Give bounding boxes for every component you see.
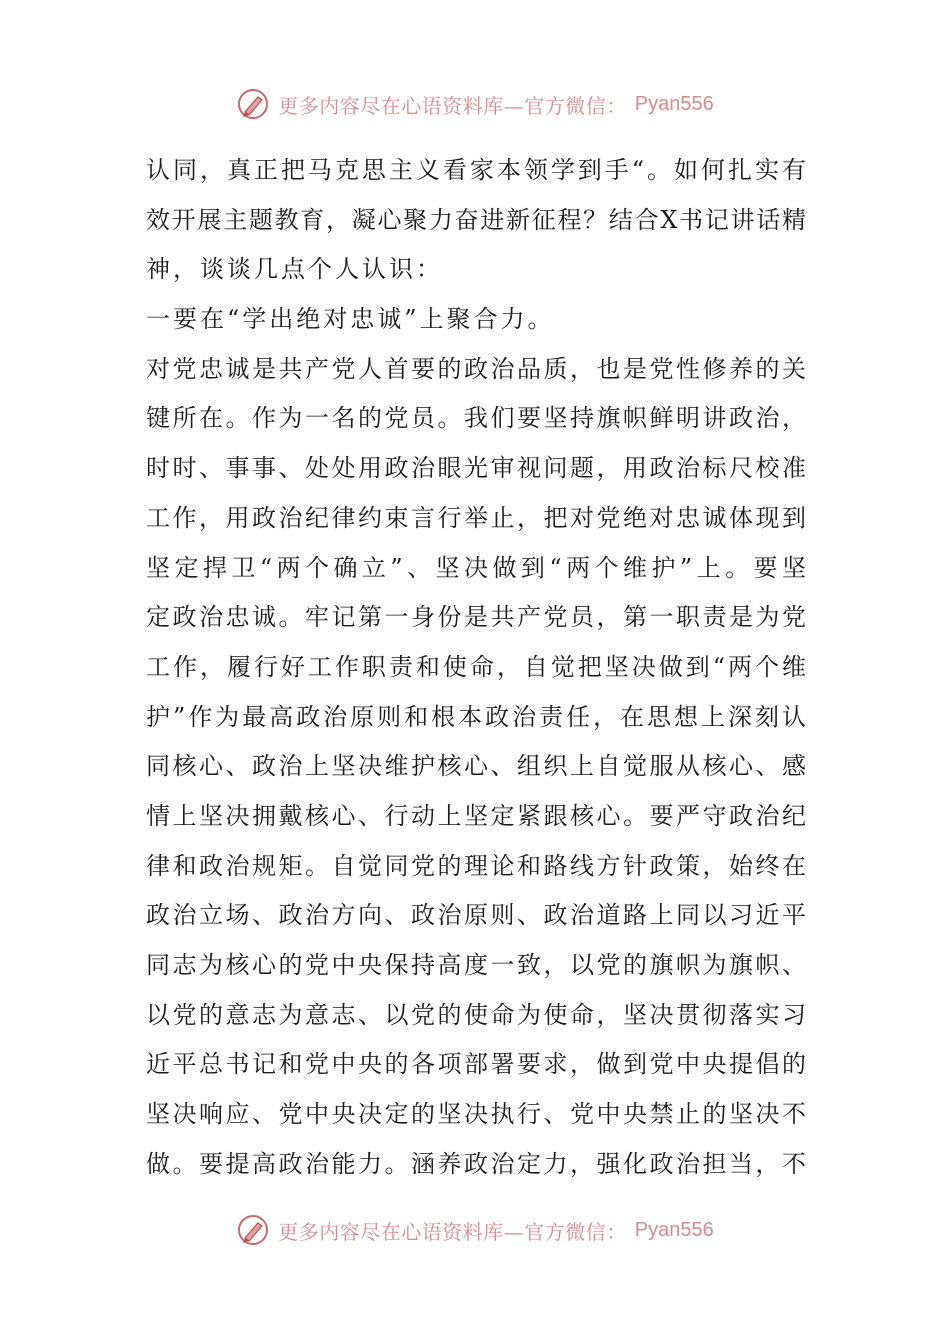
pen-logo-icon xyxy=(236,87,270,121)
text-line: 坚决响应、党中央决定的坚决执行、党中央禁止的坚决不 xyxy=(146,1100,806,1129)
text-line: 工作，履行好工作职责和使命，自觉把坚决做到“两个维 xyxy=(146,652,806,681)
text-line: 律和政治规矩。自觉同党的理论和路线方针政策，始终在 xyxy=(146,851,806,880)
header-watermark xyxy=(0,84,950,124)
text-line: 同志为核心的党中央保持高度一致，以党的旗帜为旗帜、 xyxy=(146,951,806,979)
text-line: 近平总书记和党中央的各项部署要求，做到党中央提倡的 xyxy=(146,1050,806,1079)
text-line: 护”作为最高政治原则和根本政治责任，在思想上深刻认 xyxy=(146,702,806,731)
footer-watermark xyxy=(0,1210,950,1250)
watermark-text: 更多内容尽在心语资料库—官方微信： xyxy=(278,1219,627,1244)
watermark-wechat-id: Pyan556 xyxy=(634,1218,714,1241)
watermark-wechat-id: Pyan556 xyxy=(634,92,714,115)
text-line: 坚定捍卫“两个确立”、坚决做到“两个维护”上。要坚 xyxy=(146,553,806,582)
text-line: 定政治忠诚。牢记第一身份是共产党员，第一职责是为党 xyxy=(146,603,806,632)
text-line: 时时、事事、处处用政治眼光审视问题，用政治标尺校准 xyxy=(146,454,806,483)
text-line: 认同，真正把马克思主义看家本领学到手“。如何扎实有 xyxy=(146,156,806,184)
text-line: 神，谈谈几点个人认识： xyxy=(146,255,443,284)
text-line: 对党忠诚是共产党人首要的政治品质，也是党性修养的关 xyxy=(146,354,806,383)
document-body xyxy=(146,146,806,1189)
text-line: 情上坚决拥戴核心、行动上坚定紧跟核心。要严守政治纪 xyxy=(146,801,806,830)
text-line: 以党的意志为意志、以党的使命为使命，坚决贯彻落实习 xyxy=(146,1000,806,1029)
text-line: 政治立场、政治方向、政治原则、政治道路上同以习近平 xyxy=(146,901,806,930)
text-line: 工作，用政治纪律约束言行举止，把对党绝对忠诚体现到 xyxy=(146,503,806,532)
text-line: 同核心、政治上坚决维护核心、组织上自觉服从核心、感 xyxy=(146,752,806,781)
watermark-text: 更多内容尽在心语资料库—官方微信： xyxy=(278,93,627,118)
text-line: 做。要提高政治能力。涵养政治定力，强化政治担当，不 xyxy=(146,1149,806,1178)
text-line: 效开展主题教育，凝心聚力奋进新征程？结合X书记讲话精 xyxy=(146,205,806,234)
text-line: 键所在。作为一名的党员。我们要坚持旗帜鲜明讲政治， xyxy=(146,404,806,433)
pen-logo-icon xyxy=(236,1213,270,1247)
text-line: 一要在“学出绝对忠诚”上聚合力。 xyxy=(146,305,555,334)
